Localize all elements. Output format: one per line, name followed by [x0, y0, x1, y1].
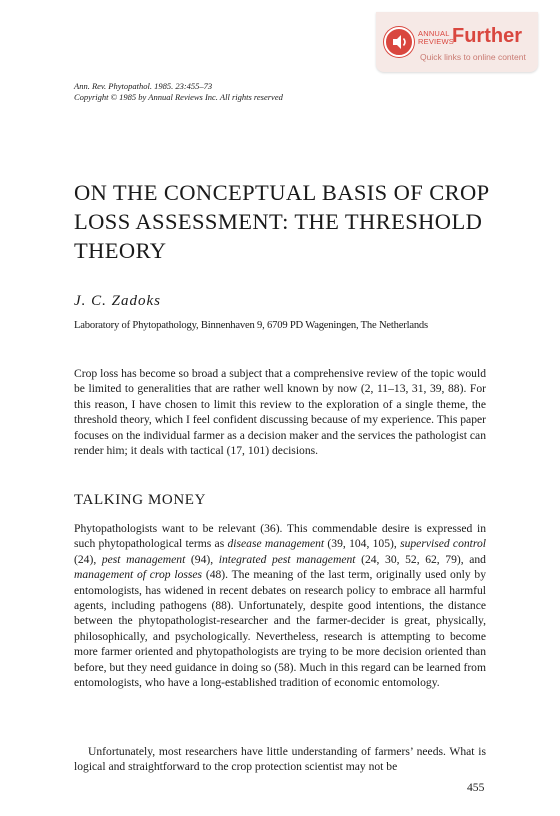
italic-term: integrated pest management [218, 552, 356, 566]
body-paragraph [74, 521, 486, 690]
body-paragraph-continued: Unfortunately, most researchers have little understanding of farmers’ needs. What is logical and straightforward to the crop protection scientist may not be [74, 745, 486, 774]
banner-annual: ANNUAL [418, 29, 450, 38]
text-run: Phytopathologists want to be relevant (36). This commendable desire is expressed in such phytopathological terms as [74, 522, 486, 551]
copyright-line: Copyright © 1985 by Annual Reviews Inc. All rights reserved [74, 92, 283, 102]
italic-term: pest management [101, 552, 186, 566]
banner-reviews: REVIEWS [418, 37, 454, 46]
page-number: 455 [467, 781, 485, 794]
article-title: ON THE CONCEPTUAL BASIS OF CROP LOSS ASSESSMENT: THE THRESHOLD THEORY [74, 180, 489, 263]
citation-line: Ann. Rev. Phytopathol. 1985. 23:455–73 [74, 81, 213, 91]
citation-block [74, 81, 283, 103]
italic-term: disease management [227, 537, 325, 551]
text-run: (48). The meaning of the last term, originally used only by entomologists, has widened in recent debates on research policy to embrace all harmful agents, including pathogens (88). Unfortunately, despite good intentions, the distance between the phytopathologist-researcher and the farmer-decider is great, physically, philosophically, and psychologically. Nevertheless, research is attempting to become more farmer oriented and phytopathologists are trying to be more decision oriented than before, but they need guidance in doing so (58). Much in this regard can be learned from entomologists, who have a long-established tradition of economic entomology. [74, 568, 487, 690]
text-run: (94), [185, 552, 219, 566]
banner-further-label[interactable]: Further [452, 25, 522, 47]
intro-paragraph: Crop loss has become so broad a subject that a comprehensive review of the topic would be limited to generalities that are rather well known by now (2, 11–13, 31, 39, 88). For this reason, I have chosen to limit this review to the exploration of a single theme, the threshold theory, which I feel confident discussing because of my experience. This paper focuses on the individual farmer as a decision maker and the services the pathologist can render him; it deals with tactical (17, 101) decisions. [74, 367, 486, 458]
section-heading: TALKING MONEY [74, 492, 206, 508]
text-run: (24), [74, 552, 102, 566]
italic-term: supervised control [400, 537, 486, 551]
author-name: J. C. Zadoks [74, 293, 161, 309]
text-run: (24, 30, 52, 62, 79), and [355, 552, 486, 566]
banner-subtitle[interactable]: Quick links to online content [420, 52, 526, 62]
italic-term: management of crop losses [74, 568, 203, 582]
author-affiliation: Laboratory of Phytopathology, Binnenhaven 9, 6709 PD Wageningen, The Netherlands [74, 320, 428, 331]
speaker-icon[interactable] [384, 27, 414, 57]
annual-reviews-further-banner[interactable] [376, 12, 538, 72]
annual-reviews-logo-text [418, 30, 454, 46]
text-run: (39, 104, 105), [324, 537, 401, 551]
